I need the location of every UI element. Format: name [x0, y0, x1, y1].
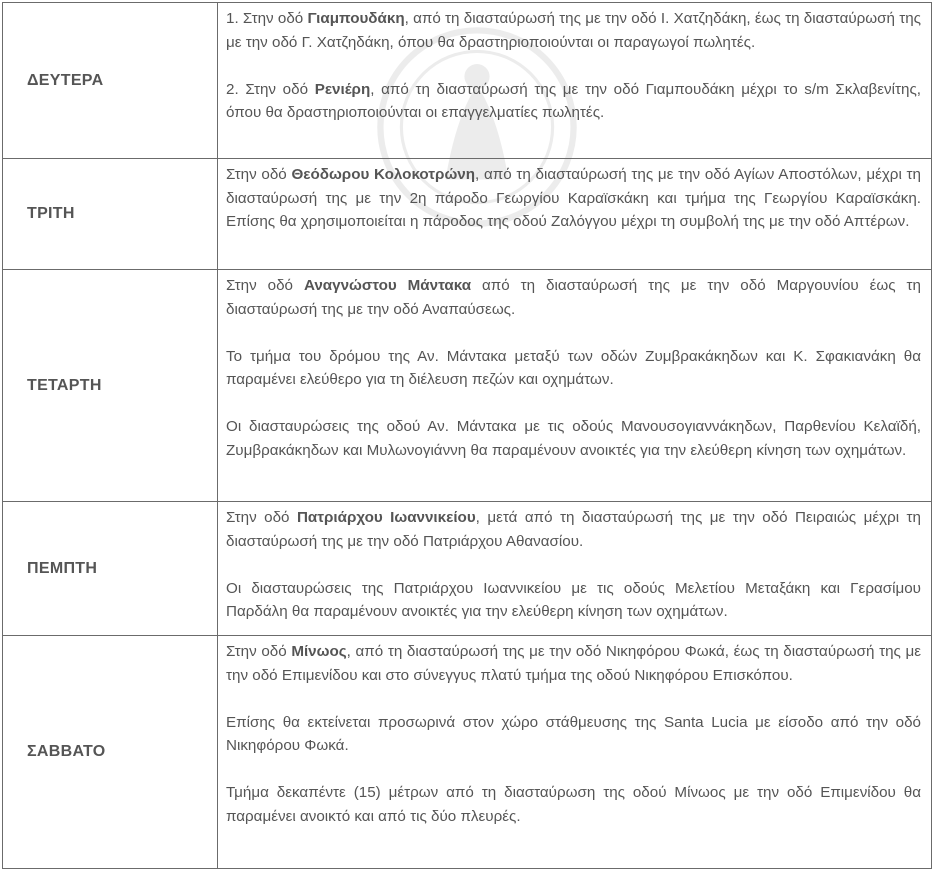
description-paragraph: [226, 7, 921, 54]
table-row-wednesday: [3, 270, 932, 502]
description-paragraph: [226, 781, 921, 828]
text-segment: , από τη διασταύρωσή της με την οδό Νικηφόρου Φωκά, έως τη διασταύρωσή της με την οδό Επιμενίδου και στο σύνεγγυς πλατύ τμήμα της οδού Νικηφόρου Επισκόπου.: [226, 643, 921, 684]
text-segment: 1. Στην οδό: [226, 10, 308, 27]
table-row-tuesday: [3, 159, 932, 270]
text-segment: Οι διασταυρώσεις της Πατριάρχου Ιωαννικείου με τις οδούς Μελετίου Μεταξάκη και Γερασίμου Παρδάλη θα παραμένουν ανοικτές για την ελεύθερη κίνηση των οχημάτων.: [226, 579, 921, 620]
street-name: Ρενιέρη: [314, 80, 371, 98]
description-paragraph: [226, 640, 921, 687]
location-description: [218, 3, 932, 159]
street-name: Θεόδωρου Κολοκοτρώνη: [291, 166, 476, 183]
description-paragraph: [226, 415, 921, 462]
day-label: ΠΕΜΠΤΗ: [3, 502, 218, 636]
location-description: [218, 502, 932, 636]
description-paragraph: [226, 577, 921, 624]
location-description: [218, 636, 932, 869]
day-label: ΤΕΤΑΡΤΗ: [3, 270, 218, 502]
location-description: [218, 159, 932, 270]
text-segment: Οι διασταυρώσεις της οδού Αν. Μάντακα με τις οδούς Μανουσογιαννάκηδων, Παρθενίου Κελαϊδή, Ζυμβρακάκηδων και Μυλωνογιάννη θα παραμένουν ανοικτές για την ελεύθερη κίνηση των οχημάτων.: [226, 418, 921, 459]
table-row-saturday: [3, 636, 932, 869]
day-label: ΣΑΒΒΑΤΟ: [3, 636, 218, 869]
text-segment: , μετά από τη διασταύρωσή της με την οδό Πειραιώς μέχρι τη διασταύρωσή της με την οδό Πατριάρχου Αθανασίου.: [226, 509, 921, 550]
street-name: Γιαμπουδάκη: [307, 10, 405, 27]
description-paragraph: [226, 274, 921, 321]
text-segment: Στην οδό: [226, 277, 304, 294]
description-paragraph: [226, 506, 921, 553]
text-segment: Τμήμα δεκαπέντε (15) μέτρων από τη διασταύρωση της οδού Μίνωος με την οδό Επιμενίδου θα παραμένει ανοικτό και από τις δύο πλευρές.: [226, 784, 921, 825]
text-segment: Στην οδό: [226, 509, 297, 526]
market-schedule-table: [2, 2, 932, 869]
description-paragraph: [226, 711, 921, 758]
description-paragraph: [226, 78, 921, 125]
text-segment: , από τη διασταύρωσή της με την οδό Γιαμπουδάκη μέχρι το s/m Σκλαβενίτης, όπου θα δραστηριοποιούνται οι επαγγελματίες πωλητές.: [226, 80, 921, 121]
day-label: ΔΕΥΤΕΡΑ: [3, 3, 218, 159]
street-name: Πατριάρχου Ιωαννικείου: [296, 509, 476, 526]
table-row-thursday: [3, 502, 932, 636]
street-name: Αναγνώστου Μάντακα: [303, 277, 472, 294]
text-segment: 2. Στην οδό: [226, 80, 315, 98]
text-segment: , από τη διασταύρωσή της με την οδό Ι. Χατζηδάκη, έως τη διασταύρωσή της με την οδό Γ. Χατζηδάκη, όπου θα δραστηριοποιούνται οι παραγωγοί πωλητές.: [226, 10, 921, 51]
table-row-monday: [3, 3, 932, 159]
text-segment: Το τμήμα του δρόμου της Αν. Μάντακα μεταξύ των οδών Ζυμβρακάκηδων και Κ. Σφακιανάκη θα παραμένει ελεύθερο για τη διέλευση πεζών και οχημάτων.: [226, 347, 921, 388]
text-segment: Στην οδό: [226, 643, 292, 660]
text-segment: από τη διασταύρωσή της με την οδό Μαργουνίου έως τη διασταύρωσή της με την οδό Αναπαύσεως.: [226, 277, 921, 318]
street-name: Μίνωος: [291, 643, 347, 660]
location-description: [218, 270, 932, 502]
description-paragraph: [226, 345, 921, 392]
day-label: ΤΡΙΤΗ: [3, 159, 218, 270]
text-segment: Στην οδό: [226, 166, 292, 183]
text-segment: Επίσης θα εκτείνεται προσωρινά στον χώρο στάθμευσης της Santa Lucia με είσοδο από την οδό Νικηφόρου Φωκά.: [226, 713, 921, 754]
description-paragraph: [226, 163, 921, 234]
text-segment: , από τη διασταύρωσή της με την οδό Αγίων Αποστόλων, μέχρι τη διασταύρωσή της με την 2η πάροδο Γεωργίου Καραϊσκάκη και τμήμα της Γεωργίου Καραϊσκάκη. Επίσης θα χρησιμοποιείται η πάροδος της οδού Ζαλόγγου μέχρι τη συμβολή της με την οδό Απτέρων.: [226, 166, 921, 230]
